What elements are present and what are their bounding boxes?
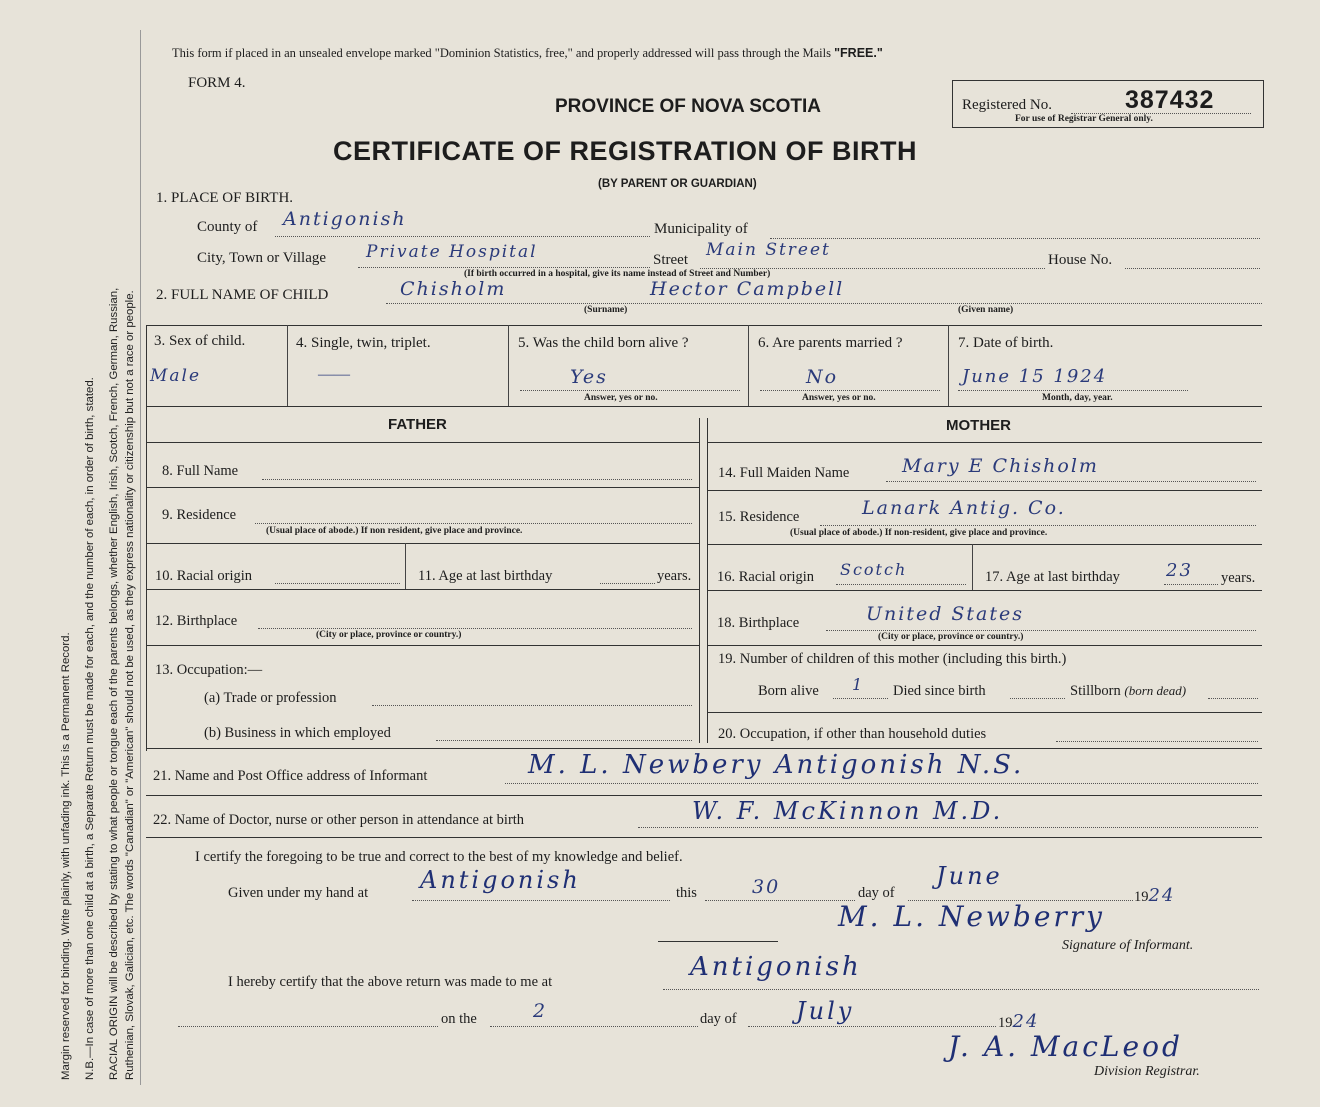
child-name-label: 2. FULL NAME OF CHILD — [156, 287, 329, 303]
father-racial-line — [275, 583, 400, 584]
informant-signature: M. L. Newberry — [838, 900, 1105, 933]
mother-racial-line — [836, 584, 966, 585]
place-heading: 1. PLACE OF BIRTH. — [156, 190, 294, 206]
father-name-label: 8. Full Name — [162, 463, 239, 479]
rule-row8 — [146, 487, 699, 488]
dob-label: 7. Date of birth. — [958, 335, 1054, 351]
father-birthplace-line — [258, 628, 692, 629]
rule-col-b — [508, 325, 509, 406]
stillborn-label — [1070, 683, 1186, 700]
child-given-name: Hector Campbell — [650, 278, 845, 300]
county-line — [275, 236, 650, 237]
signature-caption: Signature of Informant. — [1062, 938, 1194, 953]
born-alive-label: 5. Was the child born alive ? — [518, 335, 689, 351]
mother-birthplace-caption: (City or place, province or country.) — [878, 632, 1024, 642]
rule-col-d — [948, 325, 949, 406]
registrar-year-prefix: 19 — [998, 1015, 1013, 1031]
sex-label: 3. Sex of child. — [154, 333, 246, 349]
rule-row21 — [146, 795, 1262, 796]
given-label: Given under my hand at — [228, 885, 369, 901]
rule-row13 — [146, 748, 1262, 749]
margin-note-3: RACIAL ORIGIN will be described by stating to what people or tongue each of the parents belongs, whether English, Irish, Scotch, French, German, Russian, — [108, 287, 120, 1080]
registrar-month-line — [748, 1026, 996, 1027]
father-heading: FATHER — [388, 416, 447, 433]
rule-row15 — [707, 544, 1262, 545]
mother-occupation-line — [1056, 741, 1258, 742]
stillborn-note: (born dead) — [1124, 683, 1187, 698]
cert-day-value: 30 — [752, 876, 781, 898]
father-birthplace-label: 12. Birthplace — [155, 613, 238, 629]
dob-value: June 15 1924 — [962, 366, 1108, 387]
father-age-line — [600, 583, 655, 584]
rule-row12 — [146, 645, 699, 646]
registrar-start-line — [178, 1026, 438, 1027]
mother-birthplace-line — [826, 630, 1256, 631]
rule-row3-bottom — [146, 406, 1262, 407]
rule-row19 — [707, 712, 1262, 713]
cert-day-line — [705, 900, 855, 901]
father-business-line — [436, 740, 692, 741]
children-count-label: 19. Number of children of this mother (including this birth.) — [718, 651, 1067, 667]
rule-father-head — [146, 442, 699, 443]
short-rule — [658, 941, 778, 942]
cert-month-value: June — [936, 862, 1003, 890]
given-place-value: Antigonish — [420, 866, 581, 894]
father-age-unit: years. — [657, 568, 692, 584]
cert-year — [1134, 885, 1175, 906]
mother-residence-line — [820, 525, 1256, 526]
informant-label: 21. Name and Post Office address of Informant — [153, 768, 428, 784]
registered-box — [952, 80, 1264, 128]
child-surname: Chisholm — [400, 278, 507, 300]
mother-racial-label: 16. Racial origin — [717, 569, 815, 585]
rule-mother-head — [707, 442, 1262, 443]
street-value: Main Street — [706, 240, 831, 260]
doctor-line — [638, 827, 1258, 828]
father-trade-line — [372, 705, 692, 706]
doctor-label: 22. Name of Doctor, nurse or other person in attendance at birth — [153, 812, 525, 828]
born-alive-count-line — [833, 698, 888, 699]
father-business-label: (b) Business in which employed — [204, 725, 391, 741]
mother-birthplace-value: United States — [866, 603, 1025, 625]
born-alive-count-value: 1 — [852, 675, 865, 694]
this-label: this — [676, 885, 697, 901]
mailing-note-free: "FREE." — [834, 46, 883, 60]
cert-year-prefix: 19 — [1134, 889, 1149, 905]
rule-row18 — [707, 645, 1262, 646]
form-number: FORM 4. — [188, 75, 246, 91]
mother-residence-value: Lanark Antig. Co. — [862, 497, 1066, 519]
father-residence-caption: (Usual place of abode.) If non resident, give place and province. — [266, 526, 523, 536]
mother-maiden-label: 14. Full Maiden Name — [718, 465, 850, 481]
surname-caption: (Surname) — [584, 305, 628, 315]
registrar-day-line — [490, 1026, 698, 1027]
rule-row9 — [146, 543, 699, 544]
county-value: Antigonish — [283, 208, 407, 230]
mother-age-unit: years. — [1221, 570, 1256, 586]
mother-residence-label: 15. Residence — [718, 509, 800, 525]
municipality-line — [770, 238, 1260, 239]
rule-col-c — [748, 325, 749, 406]
registrar-day-of-label: day of — [700, 1011, 737, 1027]
rule-left-edge — [146, 325, 147, 751]
mother-age-value: 23 — [1166, 560, 1193, 581]
dob-caption: Month, day, year. — [1042, 393, 1113, 403]
cert-year-value: 24 — [1148, 885, 1176, 906]
county-label: County of — [197, 219, 258, 235]
father-name-line — [262, 479, 692, 480]
city-label: City, Town or Village — [197, 250, 327, 266]
registrar-statement: I hereby certify that the above return was made to me at — [228, 974, 553, 990]
margin-note-2: N.B.—In case of more than one child at a birth, a Separate Return must be made for each, and the number of each, in order of birth, stated. — [84, 377, 96, 1080]
rule-center-left — [699, 418, 700, 743]
mother-age-line — [1164, 584, 1218, 585]
rule-mother-age — [972, 544, 973, 590]
father-residence-line — [255, 523, 692, 524]
province-heading: PROVINCE OF NOVA SCOTIA — [555, 96, 822, 117]
registered-label: Registered No. — [962, 97, 1052, 113]
mother-maiden-line — [886, 481, 1256, 482]
father-occupation-label: 13. Occupation:— — [155, 662, 263, 678]
dob-line — [958, 390, 1188, 391]
rule-row10 — [146, 589, 699, 590]
married-line — [760, 390, 940, 391]
mother-residence-caption: (Usual place of abode.) If non-resident, give place and province. — [790, 528, 1048, 538]
multiple-birth-label: 4. Single, twin, triplet. — [296, 335, 431, 351]
married-caption: Answer, yes or no. — [802, 393, 876, 403]
mother-occupation-label: 20. Occupation, if other than household duties — [718, 726, 987, 742]
sex-value: Male — [150, 366, 202, 386]
mailing-note-text: This form if placed in an unsealed envelope marked "Dominion Statistics, free," and properly addressed will pass through the Mails — [172, 46, 831, 60]
rule-center-right — [707, 418, 708, 743]
stillborn-label-text: Stillborn — [1070, 683, 1121, 699]
registrar-place-value: Antigonish — [690, 952, 862, 982]
registered-note: For use of Registrar General only. — [1015, 114, 1153, 124]
mother-birthplace-label: 18. Birthplace — [717, 615, 800, 631]
house-label: House No. — [1048, 252, 1113, 268]
rule-row14 — [707, 490, 1262, 491]
informant-line — [505, 783, 1258, 784]
rule-row16 — [707, 590, 1262, 591]
house-line — [1125, 268, 1260, 269]
mother-racial-value: Scotch — [840, 560, 908, 579]
father-trade-label: (a) Trade or profession — [204, 690, 337, 706]
father-age-label: 11. Age at last birthday — [418, 568, 553, 584]
registrar-caption: Division Registrar. — [1094, 1064, 1200, 1079]
rule-col-a — [287, 325, 288, 406]
registrar-place-line — [663, 989, 1259, 990]
city-line — [358, 267, 650, 268]
given-place-line — [412, 900, 670, 901]
cert-day-of-label: day of — [858, 885, 895, 901]
given-name-caption: (Given name) — [958, 305, 1014, 315]
informant-value: M. L. Newbery Antigonish N.S. — [528, 750, 1025, 780]
died-since-birth-line — [1010, 698, 1065, 699]
registrar-year-value: 24 — [1012, 1011, 1040, 1032]
street-label: Street — [653, 252, 688, 268]
registered-number: 387432 — [1125, 86, 1215, 114]
born-alive-caption: Answer, yes or no. — [584, 393, 658, 403]
father-racial-label: 10. Racial origin — [155, 568, 253, 584]
registrar-on-the-label: on the — [441, 1011, 477, 1027]
certificate-subtitle: (BY PARENT OR GUARDIAN) — [598, 178, 757, 190]
mother-age-label: 17. Age at last birthday — [985, 569, 1120, 585]
died-since-birth-label: Died since birth — [893, 683, 986, 699]
father-residence-label: 9. Residence — [162, 507, 237, 523]
stillborn-line — [1208, 698, 1258, 699]
married-value: No — [806, 366, 839, 388]
registrar-day-value: 2 — [533, 1000, 548, 1022]
doctor-value: W. F. McKinnon M.D. — [692, 797, 1004, 825]
margin-note-1: Margin reserved for binding. Write plainly, with unfading ink. This is a Permanent Record. — [60, 632, 72, 1080]
registrar-month-value: July — [796, 997, 855, 1025]
mother-maiden-value: Mary E Chisholm — [902, 455, 1099, 477]
born-alive-value: Yes — [570, 366, 608, 388]
multiple-birth-value: —— — [318, 366, 350, 383]
registrar-signature: J. A. MacLeod — [948, 1030, 1183, 1063]
registrar-year — [998, 1011, 1039, 1032]
born-alive-line — [520, 390, 740, 391]
child-name-line — [386, 303, 1262, 304]
father-birthplace-caption: (City or place, province or country.) — [316, 630, 462, 640]
binding-margin-line — [140, 30, 141, 1085]
rule-row22 — [146, 837, 1262, 838]
hospital-note: (If birth occurred in a hospital, give its name instead of Street and Number) — [464, 269, 771, 279]
margin-note-4: Ruthenian, Slovak, Galician, etc. The words "Canadian" or "American" should not be used, as they express nationality or citizenship but not a race or people. — [124, 290, 136, 1080]
mother-heading: MOTHER — [946, 417, 1011, 434]
municipality-label: Municipality of — [654, 221, 748, 237]
rule-row3-top — [146, 325, 1262, 326]
born-alive-count-label: Born alive — [758, 683, 819, 699]
certificate-title: CERTIFICATE OF REGISTRATION OF BIRTH — [333, 136, 917, 166]
city-value: Private Hospital — [366, 242, 538, 262]
married-label: 6. Are parents married ? — [758, 335, 903, 351]
mailing-note — [172, 46, 883, 61]
certify-statement: I certify the foregoing to be true and correct to the best of my knowledge and belief. — [195, 849, 683, 865]
rule-father-age — [405, 543, 406, 589]
